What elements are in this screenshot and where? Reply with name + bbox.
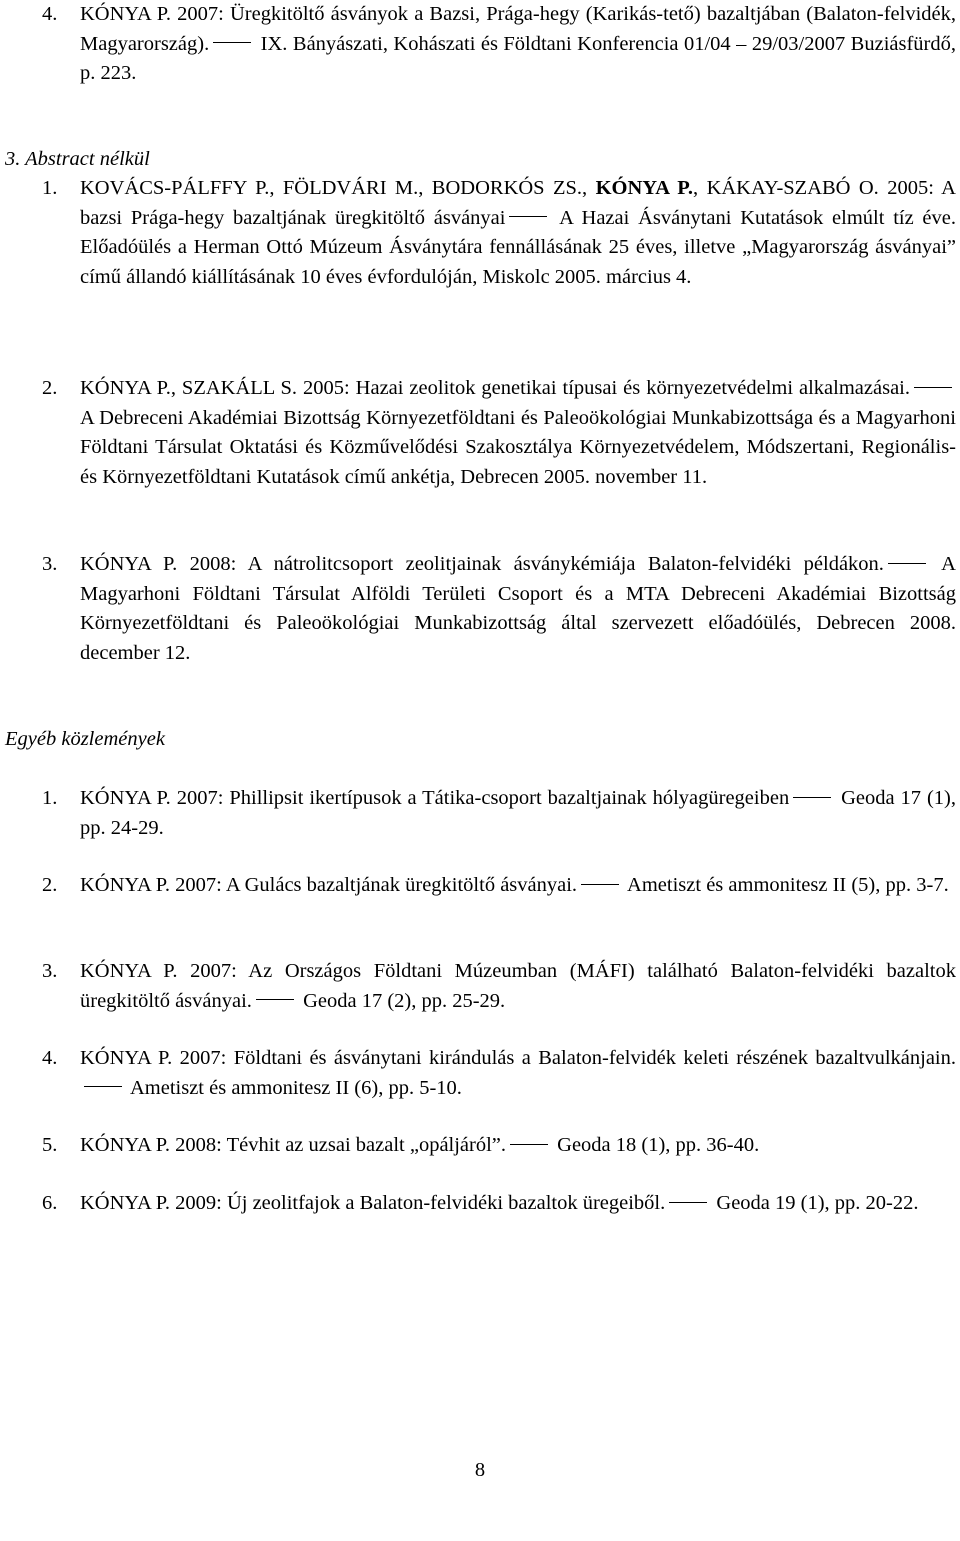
section-heading-abstract: 3. Abstract nélkül (5, 148, 150, 170)
entry-body (80, 1131, 956, 1161)
em-dash-rule (888, 563, 926, 564)
entry-venue: Ametiszt és ammonitesz II (6), pp. 5-10. (126, 1076, 462, 1099)
entry-number: 1. (42, 787, 58, 809)
entry-authors: KÓNYA P. (80, 1192, 170, 1214)
section-heading-other: Egyéb közlemények (5, 728, 165, 750)
entry-title: 2007: Földtani és ásványtani kirándulás a Balaton-felvidék keleti részének bazaltvulkánjain. (172, 1047, 956, 1069)
entry-venue: Geoda 17 (1), pp. 24-29. (80, 787, 957, 839)
entry-venue: Geoda 18 (1), pp. 36-40. (552, 1134, 760, 1156)
publication-entry (42, 0, 956, 89)
abstract-entry (42, 550, 956, 668)
entry-venue: Geoda 17 (2), pp. 25-29. (297, 989, 506, 1012)
entry-number: 3. (42, 553, 58, 575)
em-dash-rule (793, 797, 831, 798)
entry-title: 2005: Hazai zeolitok genetikai típusai és környezetvédelmi alkalmazásai. (297, 377, 910, 399)
entry-title: 2008: A nátrolitcsoport zeolitjainak ásványkémiája Balaton-felvidéki példákon. (177, 553, 884, 575)
entry-number: 1. (42, 177, 58, 199)
entry-authors: KÓNYA P. (80, 874, 170, 896)
entry-author-highlight: KÓNYA P. (595, 177, 694, 199)
entry-venue: Ametiszt és ammonitesz II (5), pp. 3-7. (623, 874, 949, 896)
entry-body (80, 174, 956, 292)
entry-number: 2. (42, 874, 58, 896)
publication-entry (42, 1044, 956, 1103)
publication-entry (42, 871, 956, 901)
entry-venue: A Magyarhoni Földtani Társulat Alföldi Területi Csoport és a MTA Debreceni Akadémiai Bizottság Környezetföldtani és Paleoökológiai Munkabizottság által szervezett előadóülés, Debrecen 2008. december 12. (80, 553, 956, 664)
entry-title: 2009: Új zeolitfajok a Balaton-felvidéki bazaltok üregeiből. (170, 1192, 666, 1214)
page-number: 8 (474, 1459, 486, 1481)
entry-number: 4. (42, 3, 58, 25)
entry-body (80, 784, 956, 843)
em-dash-rule (84, 1086, 122, 1087)
em-dash-rule (256, 999, 294, 1000)
entry-authors: KÓNYA P. (80, 960, 178, 982)
entry-number: 2. (42, 377, 58, 399)
entry-body (80, 0, 956, 89)
entry-number: 5. (42, 1134, 58, 1156)
publication-entry (42, 957, 956, 1016)
entry-body (80, 1044, 956, 1103)
entry-title: 2007: Phillipsit ikertípusok a Tátika-csoport bazaltjainak hólyagüregeiben (170, 787, 790, 809)
em-dash-rule (669, 1202, 707, 1203)
em-dash-rule (510, 1144, 548, 1145)
entry-title: 2007: Az Országos Földtani Múzeumban (MÁFI) található Balaton-felvidéki bazaltok üregkitöltő ásványai. (80, 960, 956, 1012)
abstract-entry (42, 374, 956, 492)
abstract-entry (42, 174, 956, 292)
entry-authors: KÓNYA P. (80, 787, 171, 809)
em-dash-rule (581, 884, 619, 885)
entry-number: 3. (42, 960, 58, 982)
entry-title: 2007: Üregkitöltő ásványok a Bazsi, Prága-hegy (Karikás-tető) bazaltjában (Balaton-felvidék, Magyarország). (80, 3, 957, 55)
publication-entry (42, 1189, 956, 1219)
entry-number: 4. (42, 1047, 58, 1069)
entry-venue: A Debreceni Akadémiai Bizottság Környezetföldtani és Paleoökológiai Munkabizottsága és a Magyarhoni Földtani Társulat Oktatási és Közművelődési Szakosztálya Környezetvédelem, Módszertani, Regionális- és Környezetföldtani Kutatások című ankétja, Debrecen 2005. november 11. (80, 406, 956, 488)
entry-authors: KÓNYA P. (80, 553, 178, 575)
entry-authors-rest: , KÁKAY-SZABÓ O. (693, 177, 879, 199)
entry-authors: KÓNYA P. (80, 1134, 170, 1156)
entry-body (80, 1189, 956, 1219)
em-dash-rule (509, 216, 547, 217)
entry-body (80, 957, 956, 1016)
entry-authors: KÓNYA P., SZAKÁLL S. (80, 377, 298, 399)
entry-body (80, 871, 956, 901)
entry-body (80, 374, 956, 492)
entry-title: 2008: Tévhit az uzsai bazalt „opáljáról”. (170, 1134, 507, 1156)
entry-authors: KOVÁCS-PÁLFFY P., FÖLDVÁRI M., BODORKÓS ZS., (80, 177, 596, 199)
em-dash-rule (213, 42, 251, 43)
entry-title: 2005: A bazsi Prága-hegy bazaltjának üregkitöltő ásványai (80, 177, 956, 229)
em-dash-rule (914, 387, 952, 388)
entry-author: KÓNYA P. (80, 3, 172, 25)
entry-number: 6. (42, 1192, 58, 1214)
entry-venue: Geoda 19 (1), pp. 20-22. (711, 1192, 919, 1214)
publication-entry (42, 784, 956, 843)
entry-venue: A Hazai Ásványtani Kutatások elmúlt tíz éve. Előadóülés a Herman Ottó Múzeum Ásványtára fennállásának 25 éves, illetve „Magyarország ásványai” című állandó kiállításának 10 éves évfordulóján, Miskolc 2005. március 4. (80, 206, 956, 288)
entry-venue: IX. Bányászati, Kohászati és Földtani Konferencia 01/04 – 29/03/2007 Buziásfürdő, p. 223. (80, 32, 956, 84)
publication-entry (42, 1131, 956, 1161)
entry-title: 2007: A Gulács bazaltjának üregkitöltő ásványai. (170, 874, 578, 896)
entry-body (80, 550, 956, 668)
entry-authors: KÓNYA P. (80, 1047, 173, 1069)
